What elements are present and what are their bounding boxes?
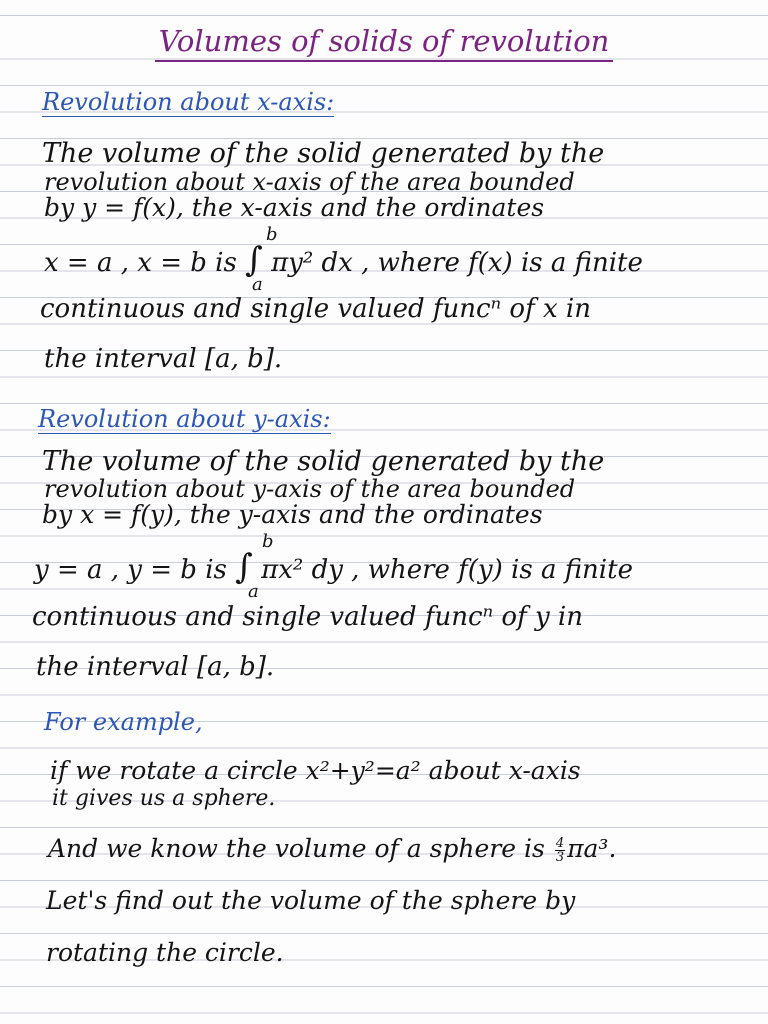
section-x-integral-upper: b [266,224,278,245]
section-y-line-4 [34,547,633,587]
section-x-integrand: πy² dx [271,248,353,278]
section-x-line-4-start: x = a , x = b is [44,248,237,278]
integral-sign-icon: ∫ [235,547,253,587]
example-line-3-end: πa³. [567,834,617,863]
section-x-line-6: the interval [a, b]. [44,344,283,374]
page-title [0,24,768,58]
section-y-integral-upper: b [262,531,274,552]
heading-revolution-x-axis: Revolution about x-axis: [42,88,335,116]
section-y-integral-lower: a [248,581,259,602]
section-x-line-4-end: , where f(x) is a finite [361,248,643,278]
section-x-line-2: revolution about x-axis of the area bounded [44,168,575,196]
example-line-4: Let's find out the volume of the sphere by [46,886,576,915]
example-line-5: rotating the circle. [46,938,284,967]
fraction-numerator: 4 [555,836,565,851]
section-y-line-6: the interval [a, b]. [36,652,275,682]
example-line-3-start: And we know the volume of a sphere is [48,834,545,863]
section-x-line-4 [44,240,643,280]
section-y-line-1: The volume of the solid generated by the [42,446,605,477]
heading-revolution-y-axis: Revolution about y-axis: [38,405,331,433]
fraction-denominator: 3 [555,850,565,865]
section-y-line-4-end: , where f(y) is a finite [351,555,633,585]
section-x-line-1: The volume of the solid generated by the [42,138,605,169]
section-x-integral-lower: a [252,274,263,295]
section-y-line-3: by x = f(y), the y-axis and the ordinates [42,500,543,529]
section-x-line-5: continuous and single valued funcⁿ of x in [40,294,591,324]
heading-for-example: For example, [44,708,203,736]
section-y-line-2: revolution about y-axis of the area bounded [44,475,576,503]
page-title-text: Volumes of solids of revolution [155,24,614,62]
section-y-line-5: continuous and single valued funcⁿ of y in [32,602,583,632]
example-line-3 [48,836,616,864]
section-x-line-3: by y = f(x), the x-axis and the ordinates [44,193,545,222]
example-line-1: if we rotate a circle x²+y²=a² about x-axis [50,756,581,785]
section-y-line-4-start: y = a , y = b is [34,555,227,585]
section-y-integrand: πx² dy [261,555,343,585]
example-line-2: it gives us a sphere. [52,786,276,811]
fraction-four-thirds [555,837,565,864]
integral-sign-icon: ∫ [245,240,263,280]
